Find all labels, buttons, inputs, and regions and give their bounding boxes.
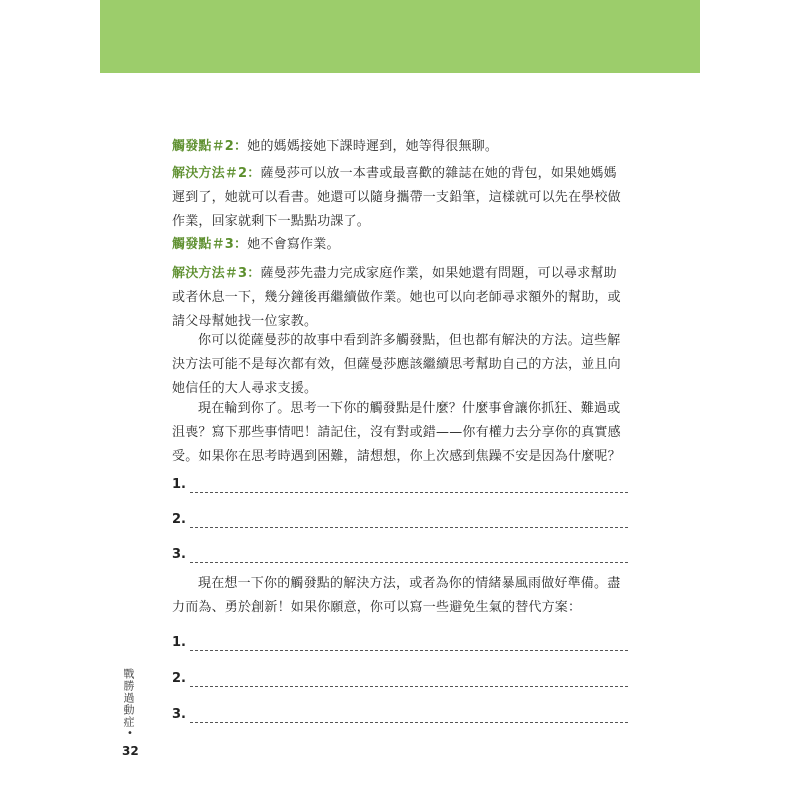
solution-3 — [172, 262, 628, 334]
answer-line-b1[interactable] — [172, 635, 628, 655]
answer-line-a1[interactable] — [172, 477, 628, 497]
solution-3-label: 解決方法＃3： — [172, 266, 261, 281]
header-color-band — [100, 0, 700, 73]
dashed-line — [190, 650, 628, 651]
dashed-line — [190, 562, 628, 563]
answer-line-b2[interactable] — [172, 671, 628, 691]
dashed-line — [190, 686, 628, 687]
body-paragraph-3: 現在想一下你的觸發點的解決方法，或者為你的情緒暴風雨做好準備。盡力而為、勇於創新！如果你願意，你可以寫一些避免生氣的替代方案： — [172, 576, 621, 615]
answer-line-number: 3. — [172, 707, 186, 722]
answer-line-a3[interactable] — [172, 547, 628, 567]
solution-2-text: 薩曼莎可以放一本書或最喜歡的雜誌在她的背包，如果她媽媽遲到了，她就可以看書。她還可以隨身攜帶一支鉛筆，這樣就可以先在學校做作業，回家就剩下一點點功課了。 — [172, 166, 621, 229]
dashed-line — [190, 492, 628, 493]
side-bullet: • — [127, 728, 133, 739]
dashed-line — [190, 527, 628, 528]
trigger-3-text: 她不會寫作業。 — [247, 237, 340, 252]
book-title-vertical: 戰勝過動症 — [122, 668, 135, 728]
answer-line-number: 3. — [172, 547, 186, 562]
trigger-3-label: 觸發點＃3： — [172, 237, 248, 252]
trigger-3 — [172, 233, 628, 257]
answer-line-number: 1. — [172, 477, 186, 492]
solution-2-label: 解決方法＃2： — [172, 166, 261, 181]
answer-line-number: 1. — [172, 635, 186, 650]
answer-line-a2[interactable] — [172, 512, 628, 532]
solution-2 — [172, 162, 628, 234]
answer-line-number: 2. — [172, 671, 186, 686]
page-number: 32 — [122, 744, 139, 758]
trigger-2-text: 她的媽媽接她下課時遲到，她等得很無聊。 — [247, 139, 499, 154]
body-paragraph-2: 現在輪到你了。思考一下你的觸發點是什麼？什麼事會讓你抓狂、難過或沮喪？寫下那些事情吧！請記住，沒有對或錯——你有權力去分享你的真實感受。如果你在思考時遇到困難，請想想，你上次感到焦躁不安是因為什麼呢？ — [172, 401, 621, 464]
answer-line-b3[interactable] — [172, 707, 628, 727]
answer-line-number: 2. — [172, 512, 186, 527]
trigger-2-label: 觸發點＃2： — [172, 139, 248, 154]
trigger-2 — [172, 135, 628, 159]
body-paragraph-1: 你可以從薩曼莎的故事中看到許多觸發點，但也都有解決的方法。這些解決方法可能不是每次都有效，但薩曼莎應該繼續思考幫助自己的方法，並且向她信任的大人尋求支援。 — [172, 333, 621, 396]
dashed-line — [190, 722, 628, 723]
solution-3-text: 薩曼莎先盡力完成家庭作業，如果她還有問題，可以尋求幫助或者休息一下，幾分鐘後再繼續做作業。她也可以向老師尋求額外的幫助，或請父母幫她找一位家教。 — [172, 266, 621, 329]
